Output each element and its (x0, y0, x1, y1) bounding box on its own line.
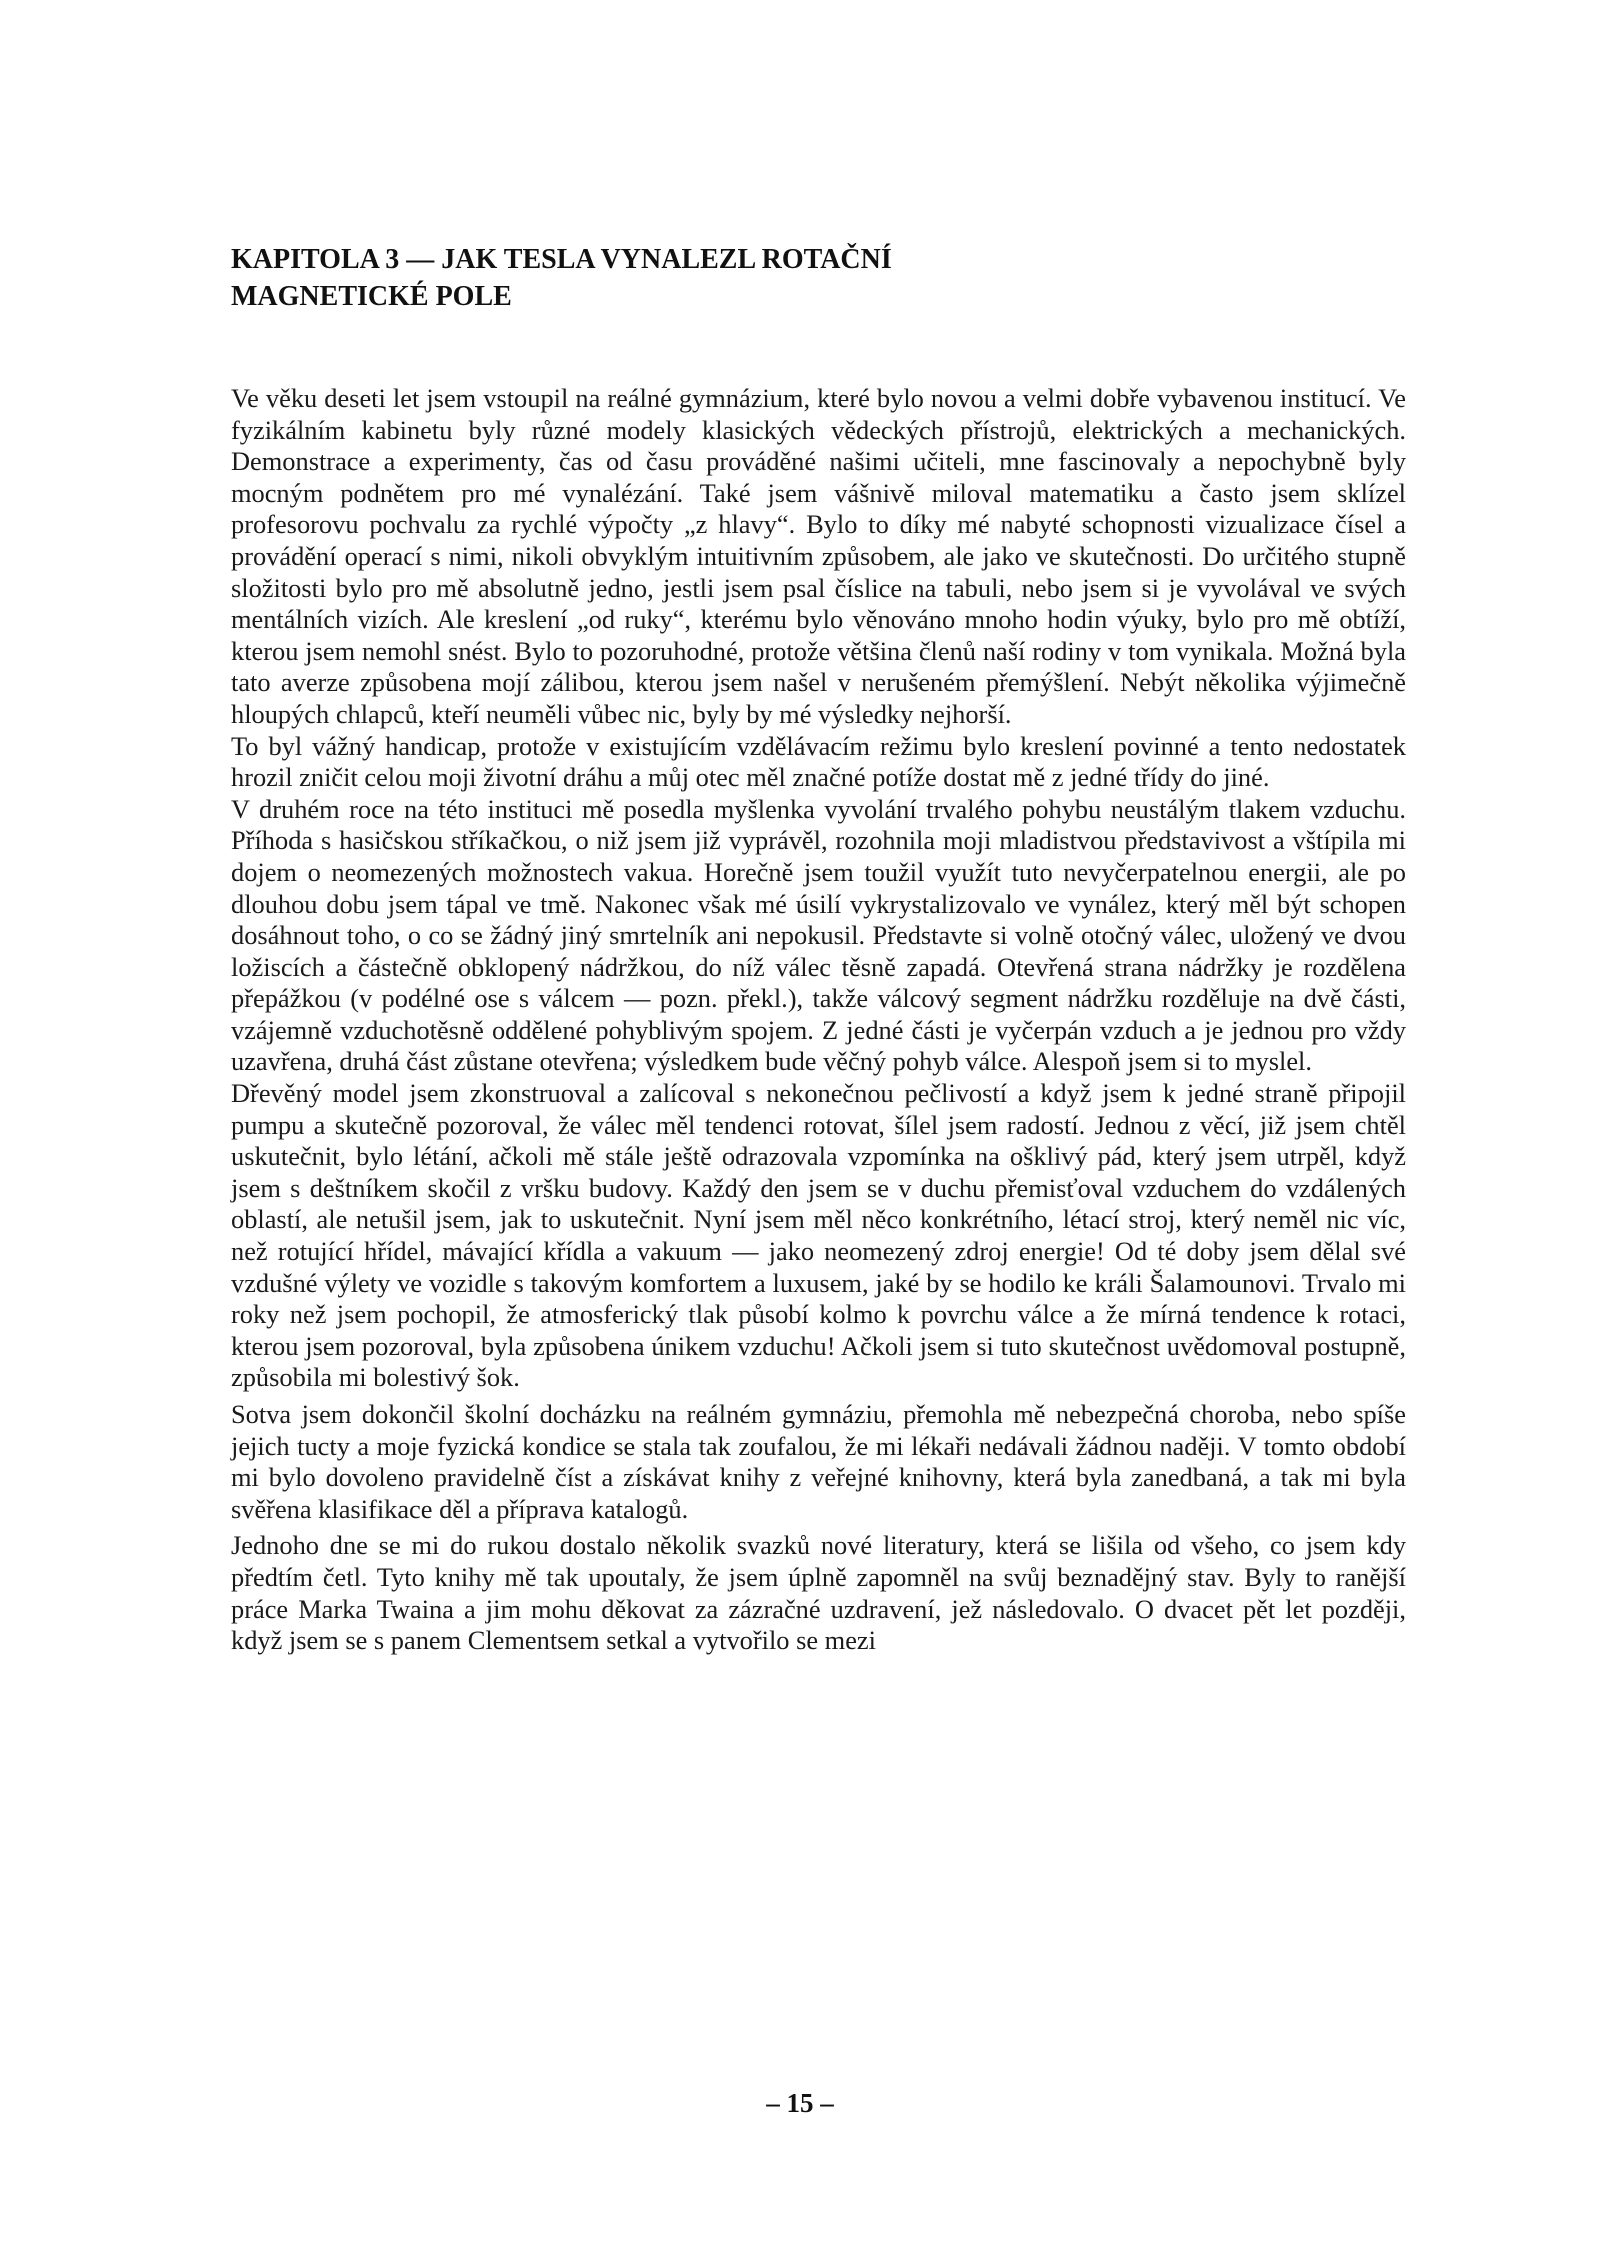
paragraph-2: To byl vážný handicap, protože v existujícím vzdělávacím režimu bylo kreslení povinné a tento nedostatek hrozil zničit celou moji životní dráhu a můj otec měl značné potíže dostat mě z jedné třídy do jiné. (231, 730, 1406, 793)
paragraph-3: V druhém roce na této instituci mě posedla myšlenka vyvolání trvalého pohybu neustálým tlakem vzduchu. Příhoda s hasičskou stříkačkou, o niž jsem již vyprávěl, rozohnila moji mladistvou představivost a vštípila mi dojem o neomezených možnostech vakua. Horečně jsem toužil využít tuto nevyčerpatelnou energii, ale po dlouhou dobu jsem tápal ve tmě. Nakonec však mé úsilí vykrystalizovalo ve vynález, který měl být schopen dosáhnout toho, o co se žádný jiný smrtelník ani nepokusil. Představte si volně otočný válec, uložený ve dvou ložiscích a částečně obklopený nádržkou, do níž válec těsně zapadá. Otevřená strana nádržky je rozdělena přepážkou (v podélné ose s válcem — pozn. překl.), takže válcový segment nádržku rozděluje na dvě části, vzájemně vzduchotěsně oddělené pohyblivým spojem. Z jedné části je vyčerpán vzduch a je jednou pro vždy uzavřena, druhá část zůstane otevřena; výsledkem bude věčný pohyb válce. Alespoň jsem si to myslel. (231, 793, 1406, 1077)
chapter-title (231, 241, 1381, 315)
paragraph-6: Jednoho dne se mi do rukou dostalo několik svazků nové literatury, která se lišila od všeho, co jsem kdy předtím četl. Tyto knihy mě tak upoutaly, že jsem úplně zapomněl na svůj beznadějný stav. Byly to ranější práce Marka Twaina a jim mohu děkovat za zázračné uzdravení, jež následovalo. O dvacet pět let později, když jsem se s panem Clementsem setkal a vytvořilo se mezi (231, 1530, 1406, 1656)
paragraph-5: Sotva jsem dokončil školní docházku na reálném gymnáziu, přemohla mě nebezpečná choroba, nebo spíše jejich tucty a moje fyzická kondice se stala tak zoufalou, že mi lékaři nedávali žádnou naději. V tomto období mi bylo dovoleno pravidelně číst a získávat knihy z veřejné knihovny, která byla zanedbaná, a tak mi byla svěřena klasifikace děl a příprava katalogů. (231, 1399, 1406, 1524)
chapter-title-line-1: KAPITOLA 3 — JAK TESLA VYNALEZL ROTAČNÍ (231, 244, 892, 275)
chapter-title-line-2: MAGNETICKÉ POLE (231, 281, 512, 312)
page-number: – 15 – (766, 2088, 834, 2118)
paragraph-1: Ve věku deseti let jsem vstoupil na reálné gymnázium, které bylo novou a velmi dobře vybavenou institucí. Ve fyzikálním kabinetu byly různé modely klasických vědeckých přístrojů, elektrických a mechanických. Demonstrace a experimenty, čas od času prováděné našimi učiteli, mne fascinovaly a nepochybně byly mocným podnětem pro mé vynalézání. Také jsem vášnivě miloval matematiku a často jsem sklízel profesorovu pochvalu za rychlé výpočty „z hlavy“. Bylo to díky mé nabyté schopnosti vizualizace čísel a provádění operací s nimi, nikoli obvyklým intuitivním způsobem, ale jako ve skutečnosti. Do určitého stupně složitosti bylo pro mě absolutně jedno, jestli jsem psal číslice na tabuli, nebo jsem si je vyvolával ve svých mentálních vizích. Ale kreslení „od ruky“, kterému bylo věnováno mnoho hodin výuky, bylo pro mě obtíží, kterou jsem nemohl snést. Bylo to pozoruhodné, protože většina členů naší rodiny v tom vynikala. Možná byla tato averze způsobena mojí zálibou, kterou jsem našel v nerušeném přemýšlení. Nebýt několika výjimečně hloupých chlapců, kteří neuměli vůbec nic, byly by mé výsledky nejhorší. (231, 383, 1406, 729)
chapter-body (231, 383, 1406, 1657)
paragraph-4: Dřevěný model jsem zkonstruoval a zalícoval s nekonečnou pečlivostí a když jsem k jedné straně připojil pumpu a skutečně pozoroval, že válec měl tendenci rotovat, šílel jsem radostí. Jednou z věcí, již jsem chtěl uskutečnit, bylo létání, ačkoli mě stále ještě odrazovala vzpomínka na ošklivý pád, který jsem utrpěl, když jsem s deštníkem skočil z vršku budovy. Každý den jsem se v duchu přemisťoval vzduchem do vzdálených oblastí, ale netušil jsem, jak to uskutečnit. Nyní jsem měl něco konkrétního, létací stroj, který neměl nic víc, než rotující hřídel, mávající křídla a vakuum — jako neomezený zdroj energie! Od té doby jsem dělal své vzdušné výlety ve vozidle s takovým komfortem a luxusem, jaké by se hodilo ke králi Šalamounovi. Trvalo mi roky než jsem pochopil, že atmosferický tlak působí kolmo k povrchu válce a že mírná tendence k rotaci, kterou jsem pozoroval, byla způsobena únikem vzduchu! Ačkoli jsem si tuto skutečnost uvědomoval postupně, způsobila mi bolestivý šok. (231, 1078, 1406, 1393)
